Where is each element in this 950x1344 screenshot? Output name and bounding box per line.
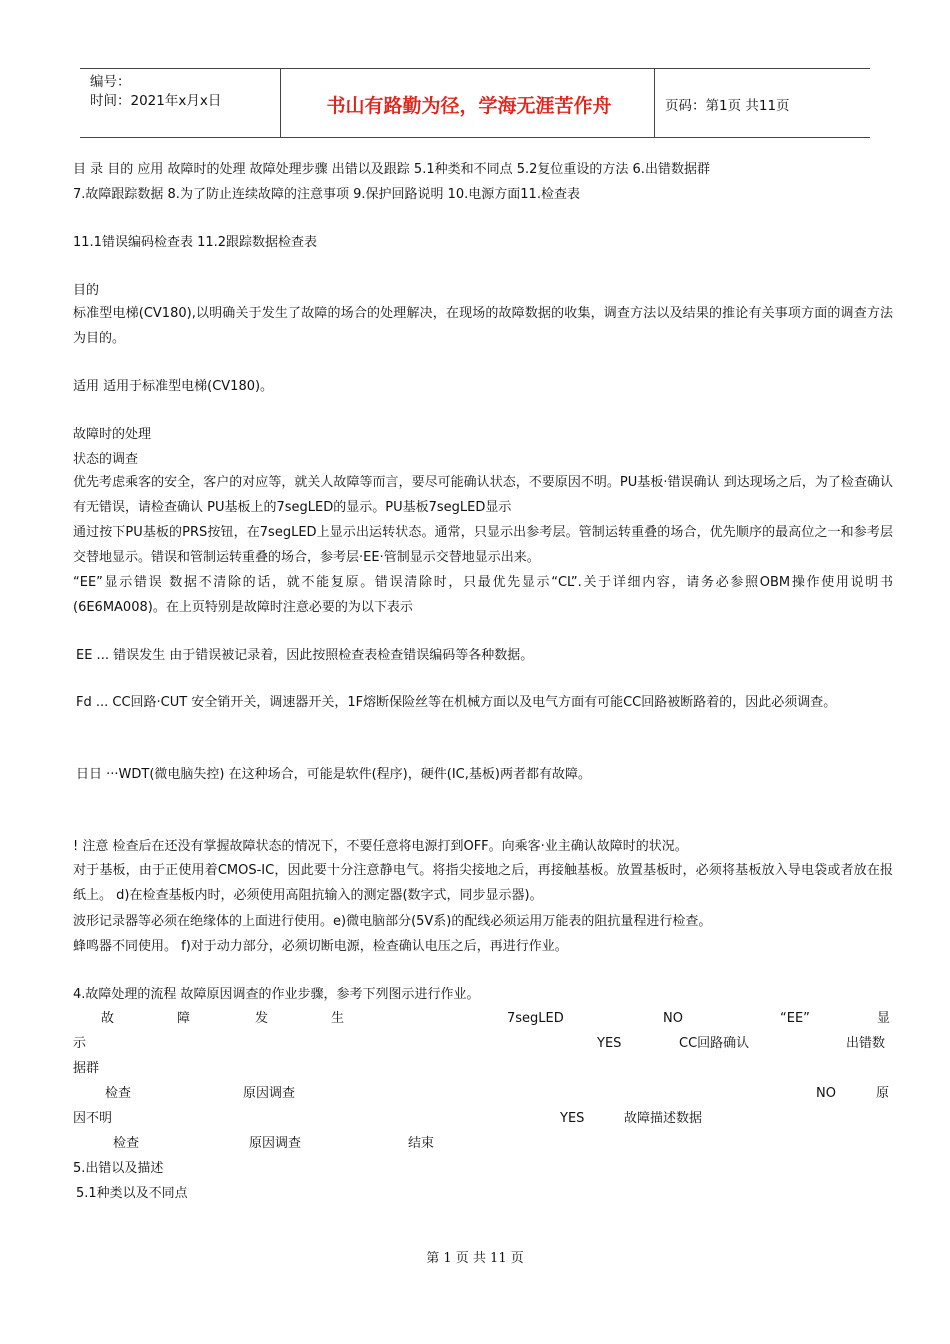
flow-text: 显: [877, 1011, 891, 1026]
toc-line: 7.故障跟踪数据 8.为了防止连续故障的注意事项 9.保护回路说明 10.电源方面11.检查表: [73, 187, 580, 202]
flow-text: 检查: [113, 1136, 140, 1151]
header-divider: [280, 69, 281, 137]
flow-text: “EE”: [780, 1011, 810, 1026]
page-footer: 第 1 页 共 11 页: [426, 1251, 524, 1266]
flow-text: 据群: [73, 1061, 100, 1076]
flow-text: YES: [597, 1036, 622, 1051]
handling-subheading: 状态的调查: [73, 452, 139, 467]
flow-text: 发: [255, 1011, 269, 1026]
page-label: 页码：第1页 共11页: [665, 98, 790, 114]
handling-paragraph: “EE”显示错误 数据不清除的话，就不能复原。错误清除时，只最优先显示“CL”.关于详细内容，请务必参照OBM操作使用说明书(6E6MA008)。在上页特别是故障时注意必要的为以下表示: [73, 575, 893, 615]
document-header: [80, 68, 870, 138]
flow-text: 示: [73, 1036, 87, 1051]
flow-text: 原因调查: [243, 1086, 296, 1101]
motto: 书山有路勤为径，学海无涯苦作舟: [326, 95, 612, 117]
flow-text: 原: [876, 1086, 890, 1101]
flow-text: 结束: [408, 1136, 435, 1151]
handling-paragraph: 通过按下PU基板的PRS按钮，在7segLED上显示出运转状态。通常，只显示出参考层。管制运转重叠的场合，优先顺序的最高位之一和参考层交替地显示。错误和管制运转重叠的场合，参考层·EE·管制显示交替地显示出来。: [73, 525, 893, 565]
flow-text: 因不明: [73, 1111, 113, 1126]
apply-text: 适用 适用于标准型电梯(CV180)。: [73, 379, 274, 394]
section-heading: 5.出错以及描述: [73, 1161, 164, 1176]
toc-line: 目 录 目的 应用 故障时的处理 故障处理步骤 出错以及跟踪 5.1种类和不同点 5.2复位重设的方法 6.出错数据群: [73, 162, 710, 177]
code-ee: EE ... 错误发生 由于错误被记录着，因此按照检查表检查错误编码等各种数据。: [76, 648, 534, 663]
time-label: 时间：2021年x月x日: [90, 93, 222, 109]
flow-text: 生: [331, 1011, 345, 1026]
handling-paragraph: 优先考虑乘客的安全，客户的对应等，就关人故障等而言，要尽可能确认状态，不要原因不明。PU基板·错误确认 到达现场之后，为了检查确认有无错误，请检查确认 PU基板上的7segLED的显示。PU基板7segLED显示: [73, 475, 893, 515]
number-label: 编号：: [90, 74, 131, 90]
purpose-heading: 目的: [73, 283, 100, 298]
flow-text: 检查: [105, 1086, 132, 1101]
code-fd: Fd ... CC回路·CUT 安全销开关，调速器开关，1F熔断保险丝等在机械方面以及电气方面有可能CC回路被断路着的，因此必须调查。: [76, 695, 837, 710]
flow-text: 出错数: [846, 1036, 886, 1051]
flow-text: 故: [101, 1011, 115, 1026]
flow-text: 7segLED: [507, 1011, 564, 1026]
flow-text: NO: [816, 1086, 836, 1101]
flow-text: YES: [560, 1111, 585, 1126]
code-wdt: 日日 ···WDT(微电脑失控) 在这种场合，可能是软件(程序)，硬件(IC,基板)两者都有故障。: [76, 767, 591, 782]
flow-text: 障: [177, 1011, 191, 1026]
flow-text: 故障描述数据: [624, 1111, 703, 1126]
note-line: ! 注意 检查后在还没有掌握故障状态的情况下，不要任意将电源打到OFF。向乘客·业主确认故障时的状况。: [73, 839, 688, 854]
header-meta: [90, 73, 221, 111]
flow-text: NO: [663, 1011, 683, 1026]
purpose-text: 标准型电梯(CV180),以明确关于发生了故障的场合的处理解决，在现场的故障数据的收集，调查方法以及结果的推论有关事项方面的调查方法为目的。: [73, 306, 893, 346]
toc-line: 11.1错误编码检查表 11.2跟踪数据检查表: [73, 235, 318, 250]
note-line: 蜂鸣器不同使用。 f)对于动力部分，必须切断电源，检查确认电压之后，再进行作业。: [73, 939, 568, 954]
flow-text: 原因调查: [249, 1136, 302, 1151]
flow-text: CC回路确认: [679, 1036, 750, 1051]
note-line: 波形记录器等必须在绝缘体的上面进行使用。e)微电脑部分(5V系)的配线必须运用万能表的阻抗量程进行检查。: [73, 914, 712, 929]
flow-heading: 4.故障处理的流程 故障原因调查的作业步骤，参考下列图示进行作业。: [73, 987, 480, 1002]
note-paragraph: 对于基板，由于正使用着CMOS-IC，因此要十分注意静电气。将指尖接地之后，再接触基板。放置基板时，必须将基板放入导电袋或者放在报纸上。 d)在检查基板内时，必须使用高阻抗输入的测定器(数字式，同步显示器)。: [73, 863, 893, 903]
section-subheading: 5.1种类以及不同点: [76, 1186, 188, 1201]
handling-heading: 故障时的处理: [73, 427, 152, 442]
